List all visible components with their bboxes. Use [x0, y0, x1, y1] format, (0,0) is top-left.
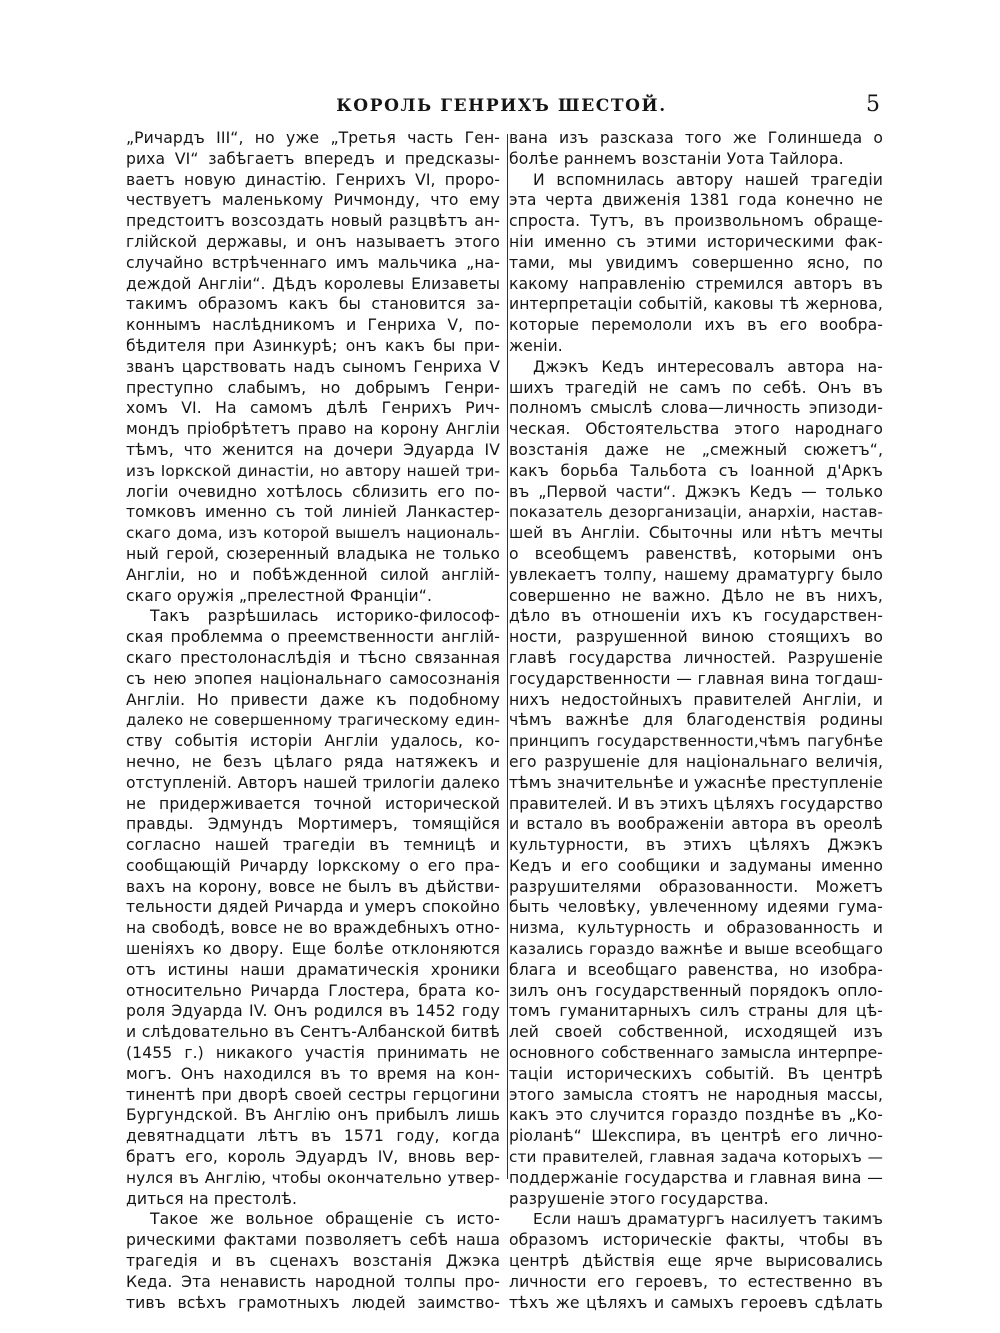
text-line: коннымъ наслѣдникомъ и Генриха V, по- [126, 316, 500, 335]
text-line: Если нашъ драматургъ насилуетъ такимъ [533, 1210, 883, 1229]
text-line: далеко не совершенному трагическому един- [126, 711, 500, 730]
text-line: тѣхъ же цѣляхъ и самыхъ героевъ сдѣлать [509, 1293, 883, 1312]
text-line: совершенно не важно. Дѣло не въ нихъ, [509, 586, 883, 605]
text-line: государственности — главная вина тогдаш- [509, 669, 883, 688]
text-line: логіи очевидно хотѣлось сблизить его по- [126, 482, 500, 501]
running-header [123, 92, 880, 122]
text-line: чѣмъ важнѣе для благоденствія родины [509, 711, 883, 730]
text-line: возстанія даже не „смежный сюжетъ“, [509, 440, 883, 459]
text-line: въ „Первой части“. Джэкъ Кедъ — только [509, 482, 883, 501]
text-line: относительно Ричарда Глостера, брата ко- [126, 981, 500, 1000]
text-line: какъ это случится гораздо позднѣе въ „Ко- [509, 1106, 883, 1125]
text-line: шеніяхъ ко двору. Еще болѣе отклоняются [126, 940, 500, 959]
text-line: ный герой, сюзеренный владыка не только [126, 544, 500, 563]
text-line: сообщающій Ричарду Іоркскому о его пра- [126, 856, 500, 875]
text-line: Такъ разрѣшилась историко-философ- [150, 607, 500, 626]
text-line: ческая. Обстоятельства этого народнаго [509, 420, 883, 439]
text-line: Англіи, но и побѣжденной силой англій- [126, 565, 500, 584]
text-line: образомъ историческіе факты, чтобы въ [509, 1231, 883, 1250]
text-line: Такое же вольное обращеніе съ исто- [150, 1210, 500, 1229]
text-line: Кедъ и его сообщики и задуманы именно [509, 856, 883, 875]
text-line: его разрушеніе для національнаго величія, [509, 752, 883, 771]
text-line: центрѣ дѣйствія еще ярче вырисовались [509, 1252, 883, 1271]
text-line: увлекаетъ толпу, нашему драматургу было [509, 565, 883, 584]
text-line: преступно слабымъ, но добрымъ Генри- [126, 378, 500, 397]
text-line: не придерживается точной исторической [126, 794, 500, 813]
text-line: быть человѣку, увлеченному идеями гума- [509, 898, 883, 917]
header-title: КОРОЛЬ ГЕНРИХЪ ШЕСТОЙ. [336, 96, 667, 116]
text-line: принципъ государственности,чѣмъ пагубнѣе [509, 732, 883, 751]
text-line: томковъ именно съ той линіей Ланкастер- [126, 503, 500, 522]
text-line: тивъ всѣхъ грамотныхъ людей заимство- [126, 1293, 500, 1312]
text-line: глійской державы, и онъ называетъ этого [126, 232, 500, 251]
text-line: Джэкъ Кедъ интересовалъ автора на- [533, 357, 883, 376]
text-line: случайно встрѣченнаго имъ мальчика „на- [126, 253, 500, 272]
text-line: болѣе раннемъ возстаніи Уота Тайлора. [509, 149, 844, 168]
text-line: тинентѣ при дворѣ своей сестры герцогини [126, 1085, 500, 1104]
text-line: тами, мы увидимъ совершенно ясно, по [509, 253, 883, 272]
text-line: тѣмъ значительнѣе и ужаснѣе преступленіе [509, 773, 883, 792]
text-line: рическими фактами позволяетъ себѣ наша [126, 1231, 500, 1250]
text-line: такимъ образомъ какъ бы становится за- [126, 295, 500, 314]
text-line: чествуетъ маленькому Ричмонду, что ему [126, 191, 500, 210]
text-line: эта черта движенія 1381 года конечно не [509, 191, 883, 210]
text-line: роля Эдуарда IV. Онъ родился въ 1452 году [126, 1002, 500, 1021]
text-line: девятнадцати лѣтъ въ 1571 году, когда [126, 1127, 500, 1146]
text-line: шихъ трагедій не самъ по себѣ. Онъ въ [509, 378, 883, 397]
text-line: скаго престолонаслѣдія и тѣсно связанная [126, 648, 500, 667]
text-line: диться на престолѣ. [126, 1189, 297, 1208]
text-line: скаго оружія „прелестной Франціи“. [126, 586, 433, 605]
text-line: мондъ пріобрѣтетъ право на корону Англіи [126, 420, 500, 439]
column-divider [507, 134, 508, 1179]
right-column [509, 128, 883, 1313]
text-line: сти правителей, главная задача которыхъ — [509, 1148, 883, 1167]
text-line: о всеобщемъ равенствѣ, которыми онъ [509, 544, 883, 563]
text-line: И вспомнилась автору нашей трагедіи [533, 170, 883, 189]
text-line: тельности дядей Ричарда и умеръ спокойно [126, 898, 500, 917]
text-line: скаго дома, изъ которой вышелъ националь- [126, 524, 500, 543]
text-line: предстоитъ возсоздать новый разцвѣтъ ан- [126, 212, 500, 231]
text-line: ству событія исторіи Англіи удалось, ко- [126, 732, 500, 751]
text-line: разрушителями образованности. Можетъ [509, 877, 883, 896]
text-line: и встало въ воображеніи автора въ ореолѣ [509, 815, 883, 834]
text-line: лей своей собственной, исходящей изъ [509, 1023, 883, 1042]
text-line: нечно, не безъ цѣлаго ряда натяжекъ и [126, 752, 500, 771]
text-line: могъ. Онъ находился въ то время на кон- [126, 1064, 500, 1083]
text-line: отступленій. Авторъ нашей трилогіи далеко [126, 773, 500, 792]
text-line: (1455 г.) никакого участія принимать не [126, 1044, 500, 1063]
text-line: на свободѣ, вовсе не во враждебныхъ отно- [126, 919, 500, 938]
page-number: 5 [866, 92, 880, 117]
text-line: спроста. Тутъ, въ произвольномъ обраще- [509, 212, 883, 231]
text-line: основного собственнаго замысла интерпре- [509, 1044, 883, 1063]
text-line: культурности, въ этихъ цѣляхъ Джэкъ [509, 836, 883, 855]
text-line: деждой Англіи“. Дѣдъ королевы Елизаветы [126, 274, 500, 293]
text-line: отъ истины наши драматическія хроники [126, 960, 500, 979]
text-line: правителей. И въ этихъ цѣляхъ государство [509, 794, 883, 813]
text-line: интерпретаціи событій, каковы тѣ жернова, [509, 295, 883, 314]
text-line: бѣдителя при Азинкурѣ; онъ какъ бы при- [126, 336, 500, 355]
text-line: и слѣдовательно въ Сентъ-Албанской битвѣ [126, 1023, 500, 1042]
text-line: показатель дезорганизаціи, анархіи, настав- [509, 503, 883, 522]
text-line: ніи именно съ этими историческими фак- [509, 232, 883, 251]
text-line: нулся въ Англію, чтобы окончательно утвер- [126, 1168, 500, 1187]
text-line: хомъ VI. На самомъ дѣлѣ Генрихъ Рич- [126, 399, 500, 418]
text-line: Англіи. Но привести даже къ подобному [126, 690, 500, 709]
text-line: низма, культурность и образованность и [509, 919, 883, 938]
text-line: женіи. [509, 336, 563, 355]
text-line: казались гораздо важнѣе и выше всеобщаго [509, 940, 883, 959]
text-line: поддержаніе государства и главная вина — [509, 1168, 883, 1187]
text-line: этого замысла стоятъ не народныя массы, [509, 1085, 883, 1104]
text-line: правды. Эдмундъ Мортимеръ, томящійся [126, 815, 500, 834]
text-line: согласно нашей трагедіи въ темницѣ и [126, 836, 500, 855]
text-line: „Ричардъ III“, но уже „Третья часть Ген- [126, 129, 500, 147]
text-line: нихъ недостойныхъ правителей Англіи, и [509, 690, 883, 709]
text-line: вана изъ разсказа того же Голиншеда о [509, 129, 883, 147]
text-line: зилъ онъ государственный порядокъ опло- [509, 981, 883, 1000]
text-line: которые перемололи ихъ въ его вообра- [509, 316, 883, 335]
text-line: полномъ смыслѣ слова—личность эпизоди- [509, 399, 883, 418]
text-line: главѣ государства личностей. Разрушеніе [509, 648, 883, 667]
text-line: съ нею эпопея національнаго самосознанія [126, 669, 500, 688]
text-line: изъ Іоркской династіи, но автору нашей три- [126, 461, 500, 480]
text-line: таціи историческихъ событій. Въ центрѣ [509, 1064, 883, 1083]
text-line: риха VI“ забѣгаетъ впередъ и предсказы- [126, 149, 500, 168]
text-line: разрушеніе этого государства. [509, 1189, 769, 1208]
text-line: вахъ на корону, вовсе не былъ въ дѣйстви- [126, 877, 500, 896]
text-line: дѣло въ отношеніи ихъ къ государствен- [509, 607, 883, 626]
text-line: братъ его, король Эдуардъ IV, вновь вер- [126, 1148, 500, 1167]
text-line: ріоланѣ“ Шекспира, въ центрѣ его лично- [509, 1127, 883, 1146]
text-line: личности его героевъ, то естественно въ [509, 1272, 883, 1291]
text-line: шей въ Англіи. Сбыточны или нѣтъ мечты [509, 524, 883, 543]
text-line: званъ царствовать надъ сыномъ Генриха V [126, 357, 500, 376]
text-line: ваетъ новую династію. Генрихъ VI, проро- [126, 170, 500, 189]
text-line: ности, разрушенной виною стоящихъ во [509, 628, 883, 647]
text-line: какъ борьба Тальбота съ Іоанной д'Аркъ [509, 461, 883, 480]
text-line: блага и всеобщаго равенства, но изобра- [509, 960, 883, 979]
text-line: какому направленію стремился авторъ въ [509, 274, 883, 293]
text-line: ская проблемма о преемственности англій- [126, 628, 500, 647]
text-line: томъ гуманитарныхъ силъ страны для цѣ- [509, 1002, 883, 1021]
text-line: Бургундской. Въ Англію онъ прибылъ лишь [126, 1106, 500, 1125]
text-line: трагедія и въ сценахъ возстанія Джэка [126, 1252, 500, 1271]
text-line: Кеда. Эта ненависть народной толпы про- [126, 1272, 500, 1291]
text-line: тѣмъ, что женится на дочери Эдуарда IV [126, 440, 500, 459]
left-column [126, 128, 500, 1313]
